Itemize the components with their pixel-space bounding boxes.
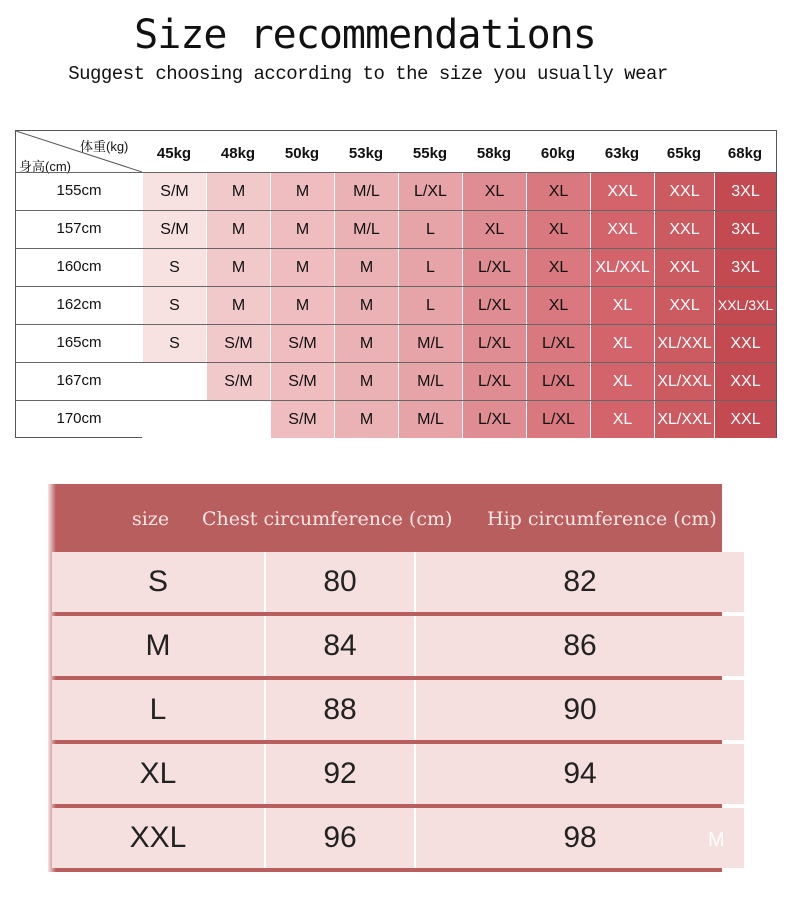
measurement-table [48, 484, 725, 872]
chest-value: 88 [323, 693, 357, 726]
size-cell: L [398, 287, 462, 324]
size-cell: XL/XXL [654, 401, 714, 438]
size-cell [206, 401, 270, 438]
size-cell: XL [526, 287, 590, 324]
size-cell: M [270, 249, 334, 286]
table-row [52, 616, 744, 676]
height-label: 162cm [56, 296, 102, 313]
column-divider [264, 680, 266, 740]
size-cell: L/XL [462, 287, 526, 324]
weight-axis-label: 体重(kg) [80, 139, 129, 154]
size-cell: L [398, 211, 462, 248]
size-cell: M [334, 325, 398, 362]
size-cell: L/XL [462, 249, 526, 286]
size-cell: XL [526, 249, 590, 286]
size-cell: L/XL [526, 401, 590, 438]
size-cell: XL [462, 173, 526, 210]
size-cell: XL/XXL [590, 249, 654, 286]
size-cell [142, 363, 206, 400]
size-cell: M [270, 287, 334, 324]
weight-header: 53kg [348, 145, 384, 162]
weight-header: 65kg [666, 145, 702, 162]
size-cell: M [270, 173, 334, 210]
column-divider [414, 616, 416, 676]
size-cell: M [334, 287, 398, 324]
size-cell [142, 401, 206, 438]
weight-header: 50kg [284, 145, 320, 162]
column-divider [264, 808, 266, 868]
size-cell: S/M [270, 401, 334, 438]
column-divider [414, 680, 416, 740]
column-divider [264, 552, 266, 612]
size-cell: 3XL [714, 173, 776, 210]
size-cell: XXL [714, 363, 776, 400]
table-row [16, 248, 776, 286]
table-row [52, 808, 744, 868]
size-cell: XXL [590, 211, 654, 248]
size-cell: XXL [654, 173, 714, 210]
size-cell: L/XL [398, 173, 462, 210]
column-divider [414, 552, 416, 612]
size-cell: 3XL [714, 249, 776, 286]
header-hip: Hip circumference (cm) [487, 508, 717, 530]
table-row [52, 680, 744, 740]
size-cell: M/L [398, 363, 462, 400]
column-divider [264, 744, 266, 804]
table-row [16, 286, 776, 324]
table-row [16, 324, 776, 362]
table-row [52, 552, 744, 612]
table-row [16, 172, 776, 210]
size-cell: S/M [206, 363, 270, 400]
size-value: M [145, 629, 171, 662]
size-cell: XXL [654, 211, 714, 248]
size-cell: XL/XXL [654, 363, 714, 400]
size-cell: XL/XXL [654, 325, 714, 362]
hip-value: 94 [563, 757, 597, 790]
size-cell: S/M [142, 211, 206, 248]
size-cell: M [334, 401, 398, 438]
size-cell: M [206, 249, 270, 286]
hip-value: 90 [563, 693, 597, 726]
size-cell: XXL [590, 173, 654, 210]
weight-header: 63kg [604, 145, 640, 162]
size-cell: M/L [334, 173, 398, 210]
height-label: 160cm [56, 258, 102, 275]
height-axis-label: 身高(cm) [19, 159, 71, 174]
table-row [16, 210, 776, 248]
column-divider [414, 808, 416, 868]
column-divider [264, 616, 266, 676]
size-cell: S/M [142, 173, 206, 210]
size-cell: M [270, 211, 334, 248]
size-value: XL [139, 757, 177, 790]
table-header-row [16, 131, 776, 172]
size-recommendation-table [15, 130, 777, 438]
size-cell: L/XL [462, 325, 526, 362]
header-chest: Chest circumference (cm) [202, 508, 453, 530]
size-cell: S [142, 287, 206, 324]
size-cell: XXL [714, 325, 776, 362]
page-title: Size recommendations [134, 12, 596, 58]
hip-value: 98 [563, 821, 597, 854]
size-cell: S/M [206, 325, 270, 362]
height-label: 165cm [56, 334, 102, 351]
size-cell: M [206, 287, 270, 324]
height-label: 155cm [56, 182, 102, 199]
corner-cell [16, 131, 143, 172]
chest-value: 80 [323, 565, 357, 598]
size-cell: S/M [270, 325, 334, 362]
size-value: S [147, 565, 168, 598]
height-label: 170cm [56, 410, 102, 427]
page-subtitle: Suggest choosing according to the size you usually wear [68, 63, 668, 85]
size-cell: S [142, 325, 206, 362]
size-cell: L/XL [526, 325, 590, 362]
weight-header: 48kg [220, 145, 256, 162]
weight-header: 68kg [727, 145, 763, 162]
weight-header: 60kg [540, 145, 576, 162]
size-cell: XXL [654, 287, 714, 324]
size-cell: L/XL [462, 363, 526, 400]
size-value: XXL [129, 821, 187, 854]
size-cell: S/M [270, 363, 334, 400]
size-cell: XL [590, 401, 654, 438]
hip-value: 86 [563, 629, 597, 662]
size-cell: M [206, 173, 270, 210]
size-cell: L/XL [462, 401, 526, 438]
size-cell: M [334, 363, 398, 400]
size-cell: XL [590, 325, 654, 362]
size-cell: XL [590, 363, 654, 400]
size-cell: S [142, 249, 206, 286]
size-cell: XL [526, 173, 590, 210]
size-cell: XL [526, 211, 590, 248]
size-cell: L/XL [526, 363, 590, 400]
size-cell: 3XL [714, 211, 776, 248]
table-row [52, 744, 744, 804]
header-size: size [132, 508, 170, 530]
chest-value: 92 [323, 757, 357, 790]
size-cell: XXL/3XL [714, 287, 776, 324]
chest-value: 84 [323, 629, 357, 662]
size-value: L [149, 693, 167, 726]
chest-value: 96 [323, 821, 357, 854]
size-cell: M [334, 249, 398, 286]
size-cell: XXL [714, 401, 776, 438]
size-cell: XL [590, 287, 654, 324]
size-cell: L [398, 249, 462, 286]
weight-header: 45kg [156, 145, 192, 162]
weight-header: 58kg [476, 145, 512, 162]
hip-value: 82 [563, 565, 597, 598]
size-cell: M/L [398, 401, 462, 438]
size-cell: M [206, 211, 270, 248]
height-label: 167cm [56, 372, 102, 389]
size-cell: M/L [398, 325, 462, 362]
table-row [16, 362, 776, 400]
table-row [16, 400, 776, 438]
height-label: 157cm [56, 220, 102, 237]
size-cell: M/L [334, 211, 398, 248]
size-cell: XL [462, 211, 526, 248]
size-cell: XXL [654, 249, 714, 286]
column-divider [414, 744, 416, 804]
weight-header: 55kg [412, 145, 448, 162]
stray-letter: M [708, 829, 725, 851]
